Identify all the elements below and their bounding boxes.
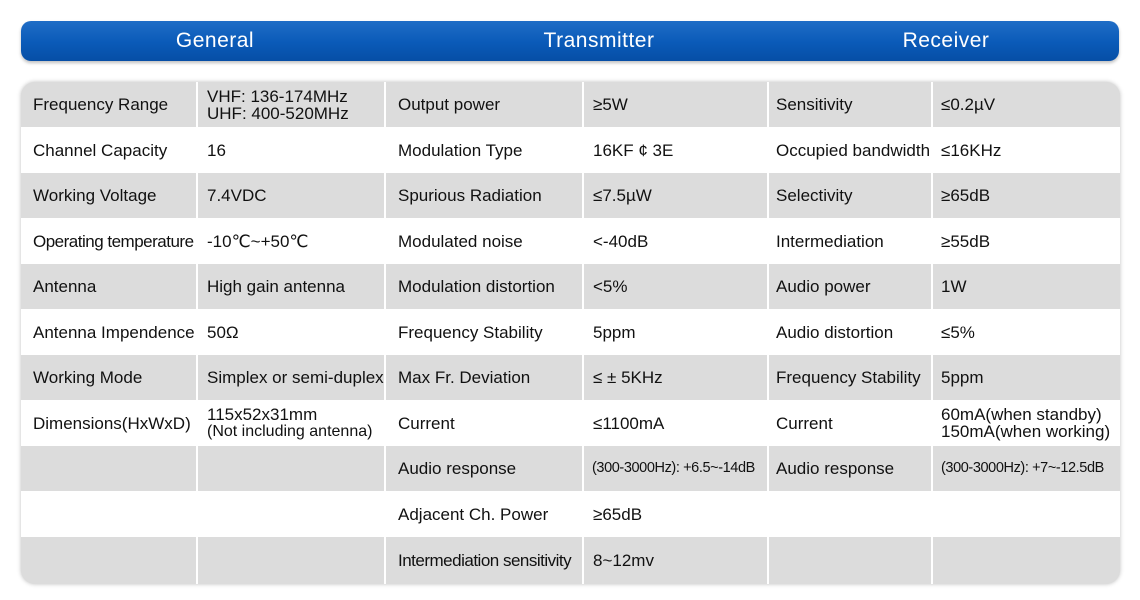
transmitter-label: Current [398,413,455,433]
table-row [21,309,1120,355]
receiver-value: ≤5% [941,322,975,342]
table-row [21,400,1120,446]
transmitter-label: Modulation Type [398,140,523,160]
receiver-label: Frequency Stability [776,368,921,387]
header-transmitter: Transmitter [543,29,655,52]
transmitter-value: ≤ ± 5KHz [593,368,663,387]
header-receiver: Receiver [902,29,990,52]
column-divider [931,82,933,584]
receiver-value: ≤0.2µV [941,95,996,114]
receiver-label: Occupied bandwidth [776,140,931,160]
general-label: Dimensions(HxWxD) [33,413,191,433]
transmitter-label: Modulated noise [398,231,523,251]
table-row [21,173,1120,218]
header-general: General [175,29,255,52]
receiver-value: 5ppm [941,368,984,387]
general-value: -10℃~+50℃ [207,231,309,251]
receiver-value-line: 150mA(when working) [941,422,1111,441]
receiver-value [941,400,1110,446]
transmitter-value: <-40dB [593,231,649,251]
receiver-label: Intermediation [776,231,884,251]
transmitter-label: Frequency Stability [398,322,543,342]
general-value: 7.4VDC [207,186,267,205]
transmitter-label: Modulation distortion [398,277,555,296]
transmitter-value: ≤1100mA [593,413,665,433]
table-row [21,491,1120,537]
general-label: Channel Capacity [33,140,168,160]
table-row [21,446,1120,491]
general-label: Antenna Impendence [33,322,195,342]
transmitter-value: ≤7.5µW [593,186,652,205]
transmitter-label: Intermediation sensitivity [398,551,572,570]
receiver-value: 1W [941,277,967,296]
general-value [207,82,349,127]
receiver-label: Sensitivity [776,95,853,114]
column-divider [582,82,584,584]
general-value-line: VHF: 136-174MHz [207,86,348,106]
table-row [21,355,1120,400]
transmitter-value: 16KF ¢ 3E [593,140,674,160]
general-label: Working Voltage [33,186,157,205]
general-value: High gain antenna [207,277,346,296]
table-row [21,127,1120,173]
column-divider [384,82,386,584]
section-header-bar [21,21,1119,61]
general-value-line: 115x52x31mm [207,405,318,424]
table-row [21,537,1120,584]
transmitter-label: Max Fr. Deviation [398,368,531,387]
receiver-value: ≤16KHz [941,140,1002,160]
receiver-label: Audio power [776,277,871,296]
receiver-value-line: 60mA(when standby) [941,405,1102,424]
general-value [207,400,372,446]
transmitter-label: Adjacent Ch. Power [398,504,549,524]
general-value: Simplex or semi-duplex [207,368,384,387]
general-label: Working Mode [33,368,143,387]
transmitter-label: Spurious Radiation [398,186,542,205]
receiver-label: Current [776,413,833,433]
general-label: Antenna [33,277,97,296]
transmitter-label: Audio response [398,459,517,478]
transmitter-label: Output power [398,95,501,114]
transmitter-value: 8~12mv [593,551,654,570]
receiver-label: Audio response [776,459,895,478]
general-label: Operating temperature [33,231,194,251]
general-value-line: UHF: 400-520MHz [207,103,349,123]
table-row [21,82,1120,127]
transmitter-value: ≥5W [593,95,628,114]
receiver-value: ≥65dB [941,186,991,205]
general-value: 16 [207,140,226,160]
transmitter-value: (300-3000Hz): +6.5~-14dB [592,460,755,476]
column-divider [767,82,769,584]
spec-table [21,82,1120,584]
column-divider [196,82,198,584]
general-value: 50Ω [207,322,239,342]
table-row [21,218,1120,264]
transmitter-value: <5% [593,277,628,296]
receiver-label: Selectivity [776,186,853,205]
table-row [21,264,1120,309]
receiver-label: Audio distortion [776,322,894,342]
general-label: Frequency Range [33,95,169,114]
general-value-line: (Not including antenna) [207,423,373,440]
receiver-value: ≥55dB [941,231,991,251]
transmitter-value: 5ppm [593,322,636,342]
transmitter-value: ≥65dB [593,504,643,524]
receiver-value: (300-3000Hz): +7~-12.5dB [941,460,1104,476]
